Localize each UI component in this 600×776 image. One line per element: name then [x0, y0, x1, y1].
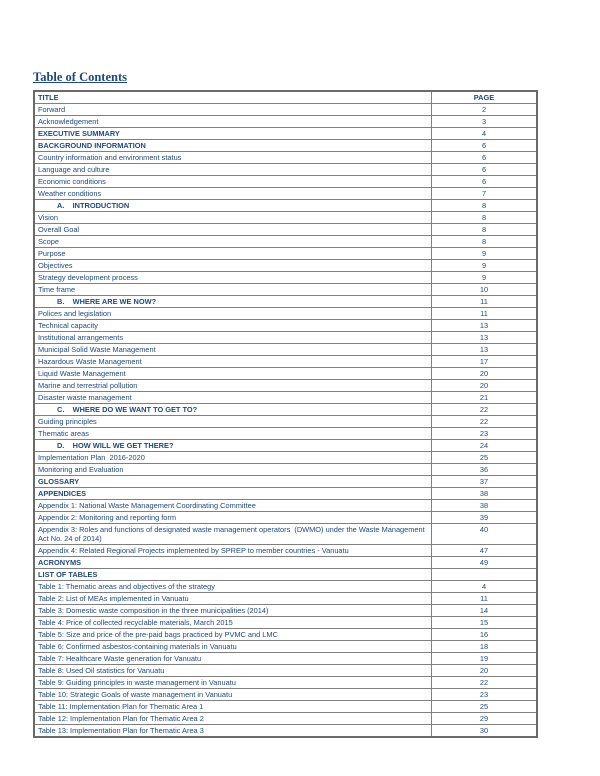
toc-entry-title: Guiding principles	[34, 416, 432, 428]
toc-entry-page: 19	[432, 653, 538, 665]
page-title: Table of Contents	[33, 70, 127, 84]
toc-entry-page: 36	[432, 464, 538, 476]
toc-entry-title: Implementation Plan 2016-2020	[34, 452, 432, 464]
toc-entry-page: 16	[432, 629, 538, 641]
toc-entry-title: Table 4: Price of collected recyclable materials, March 2015	[34, 617, 432, 629]
table-row	[34, 404, 537, 416]
toc-entry-title: Strategy development process	[34, 272, 432, 284]
table-row	[34, 629, 537, 641]
table-row	[34, 512, 537, 524]
toc-entry-title: Monitoring and Evaluation	[34, 464, 432, 476]
toc-entry-title: Table 10: Strategic Goals of waste management in Vanuatu	[34, 689, 432, 701]
toc-entry-title: Hazardous Waste Management	[34, 356, 432, 368]
toc-entry-page: 8	[432, 236, 538, 248]
toc-entry-page: 20	[432, 665, 538, 677]
toc-entry-page: 15	[432, 617, 538, 629]
toc-entry-title: C. WHERE DO WE WANT TO GET TO?	[34, 404, 432, 416]
toc-entry-page: 6	[432, 140, 538, 152]
toc-entry-title: Table 11: Implementation Plan for Thematic Area 1	[34, 701, 432, 713]
toc-entry-page: 22	[432, 677, 538, 689]
table-row	[34, 392, 537, 404]
table-row	[34, 500, 537, 512]
toc-entry-page	[432, 569, 538, 581]
toc-entry-title: Table 13: Implementation Plan for Thematic Area 3	[34, 725, 432, 738]
toc-entry-title: Objectives	[34, 260, 432, 272]
toc-entry-title: APPENDICES	[34, 488, 432, 500]
toc-entry-page: 30	[432, 725, 538, 738]
toc-entry-page: 23	[432, 689, 538, 701]
toc-entry-page: 6	[432, 164, 538, 176]
toc-entry-page: 22	[432, 404, 538, 416]
table-row	[34, 248, 537, 260]
toc-entry-title: Table 3: Domestic waste composition in the three municipalities (2014)	[34, 605, 432, 617]
toc-entry-title: Table 12: Implementation Plan for Thematic Area 2	[34, 713, 432, 725]
table-row	[34, 188, 537, 200]
toc-entry-page: 11	[432, 296, 538, 308]
table-row	[34, 440, 537, 452]
toc-entry-title: Technical capacity	[34, 320, 432, 332]
table-row	[34, 296, 537, 308]
table-row	[34, 725, 537, 738]
toc-entry-page: 13	[432, 332, 538, 344]
table-row	[34, 356, 537, 368]
toc-entry-page: 10	[432, 284, 538, 296]
toc-entry-page: 8	[432, 200, 538, 212]
table-row	[34, 524, 537, 545]
toc-entry-title: Economic conditions	[34, 176, 432, 188]
toc-entry-title: Purpose	[34, 248, 432, 260]
toc-entry-title: Table 1: Thematic areas and objectives of the strategy	[34, 581, 432, 593]
toc-entry-page: 18	[432, 641, 538, 653]
table-row	[34, 116, 537, 128]
toc-entry-title: A. INTRODUCTION	[34, 200, 432, 212]
toc-entry-title: Appendix 4: Related Regional Projects implemented by SPREP to member countries - Vanuatu	[34, 545, 432, 557]
toc-entry-page: 9	[432, 260, 538, 272]
table-row	[34, 212, 537, 224]
toc-entry-title: Weather conditions	[34, 188, 432, 200]
table-row	[34, 569, 537, 581]
toc-entry-page: 47	[432, 545, 538, 557]
table-row	[34, 284, 537, 296]
table-row	[34, 272, 537, 284]
toc-entry-title: Overall Goal	[34, 224, 432, 236]
toc-entry-title: Vision	[34, 212, 432, 224]
toc-entry-title: Table 5: Size and price of the pre-paid bags practiced by PVMC and LMC	[34, 629, 432, 641]
toc-entry-page: 39	[432, 512, 538, 524]
table-row	[34, 332, 537, 344]
toc-entry-title: Time frame	[34, 284, 432, 296]
table-row	[34, 476, 537, 488]
table-row	[34, 164, 537, 176]
table-header-row	[34, 91, 537, 104]
table-row	[34, 464, 537, 476]
toc-entry-page: 11	[432, 593, 538, 605]
toc-entry-page: 2	[432, 104, 538, 116]
toc-entry-page: 4	[432, 581, 538, 593]
toc-entry-page: 37	[432, 476, 538, 488]
toc-entry-page: 49	[432, 557, 538, 569]
toc-entry-page: 8	[432, 224, 538, 236]
toc-entry-page: 9	[432, 248, 538, 260]
table-row	[34, 140, 537, 152]
table-row	[34, 152, 537, 164]
toc-entry-title: Marine and terrestrial pollution	[34, 380, 432, 392]
table-row	[34, 452, 537, 464]
toc-entry-title: Scope	[34, 236, 432, 248]
toc-entry-page: 9	[432, 272, 538, 284]
toc-entry-page: 17	[432, 356, 538, 368]
toc-entry-page: 29	[432, 713, 538, 725]
toc-entry-page: 6	[432, 176, 538, 188]
toc-entry-title: Liquid Waste Management	[34, 368, 432, 380]
toc-entry-title: BACKGROUND INFORMATION	[34, 140, 432, 152]
toc-entry-page: 21	[432, 392, 538, 404]
toc-entry-title: Language and culture	[34, 164, 432, 176]
toc-entry-title: Appendix 3: Roles and functions of designated waste management operators (DWMO) under the Waste Management Act No. 24 of 2014)	[34, 524, 432, 545]
table-row	[34, 224, 537, 236]
table-row	[34, 677, 537, 689]
table-row	[34, 368, 537, 380]
toc-entry-title: EXECUTIVE SUMMARY	[34, 128, 432, 140]
toc-entry-page: 13	[432, 344, 538, 356]
toc-entry-page: 25	[432, 701, 538, 713]
table-row	[34, 416, 537, 428]
column-header-page: PAGE	[432, 91, 538, 104]
table-row	[34, 701, 537, 713]
table-row	[34, 545, 537, 557]
toc-entry-page: 38	[432, 488, 538, 500]
table-row	[34, 581, 537, 593]
table-row	[34, 605, 537, 617]
toc-entry-title: LIST OF TABLES	[34, 569, 432, 581]
table-row	[34, 308, 537, 320]
column-header-title: TITLE	[34, 91, 432, 104]
table-row	[34, 380, 537, 392]
toc-entry-page: 14	[432, 605, 538, 617]
table-row	[34, 557, 537, 569]
table-row	[34, 641, 537, 653]
table-row	[34, 200, 537, 212]
toc-entry-page: 6	[432, 152, 538, 164]
toc-entry-page: 3	[432, 116, 538, 128]
toc-entry-page: 4	[432, 128, 538, 140]
toc-entry-title: Polices and legislation	[34, 308, 432, 320]
toc-entry-page: 7	[432, 188, 538, 200]
table-row	[34, 593, 537, 605]
toc-entry-title: Disaster waste management	[34, 392, 432, 404]
table-row	[34, 488, 537, 500]
toc-entry-page: 13	[432, 320, 538, 332]
toc-entry-title: Appendix 1: National Waste Management Coordinating Committee	[34, 500, 432, 512]
table-row	[34, 260, 537, 272]
table-row	[34, 344, 537, 356]
toc-entry-title: Country information and environment status	[34, 152, 432, 164]
table-row	[34, 176, 537, 188]
toc-entry-title: Table 8: Used Oil statistics for Vanuatu	[34, 665, 432, 677]
toc-entry-title: Table 9: Guiding principles in waste management in Vanuatu	[34, 677, 432, 689]
table-row	[34, 617, 537, 629]
toc-entry-title: Appendix 2: Monitoring and reporting form	[34, 512, 432, 524]
toc-entry-page: 22	[432, 416, 538, 428]
table-row	[34, 713, 537, 725]
toc-entry-title: Thematic areas	[34, 428, 432, 440]
toc-entry-page: 20	[432, 380, 538, 392]
toc-entry-page: 24	[432, 440, 538, 452]
toc-entry-page: 20	[432, 368, 538, 380]
table-row	[34, 128, 537, 140]
toc-entry-page: 23	[432, 428, 538, 440]
toc-entry-page: 40	[432, 524, 538, 545]
toc-entry-title: Table 7: Healthcare Waste generation for Vanuatu	[34, 653, 432, 665]
toc-entry-page: 25	[432, 452, 538, 464]
toc-entry-title: D. HOW WILL WE GET THERE?	[34, 440, 432, 452]
toc-entry-title: ACRONYMS	[34, 557, 432, 569]
toc-entry-title: Municipal Solid Waste Management	[34, 344, 432, 356]
table-row	[34, 320, 537, 332]
toc-entry-page: 11	[432, 308, 538, 320]
table-row	[34, 689, 537, 701]
toc-table	[33, 90, 538, 738]
toc-entry-title: Acknowledgement	[34, 116, 432, 128]
table-row	[34, 653, 537, 665]
toc-entry-page: 8	[432, 212, 538, 224]
toc-entry-title: Institutional arrangements	[34, 332, 432, 344]
toc-entry-title: Forward	[34, 104, 432, 116]
toc-entry-title: GLOSSARY	[34, 476, 432, 488]
toc-entry-title: Table 6: Confirmed asbestos-containing materials in Vanuatu	[34, 641, 432, 653]
toc-entry-title: B. WHERE ARE WE NOW?	[34, 296, 432, 308]
toc-entry-title: Table 2: List of MEAs implemented in Vanuatu	[34, 593, 432, 605]
table-row	[34, 104, 537, 116]
toc-entry-page: 38	[432, 500, 538, 512]
table-row	[34, 665, 537, 677]
table-row	[34, 428, 537, 440]
table-row	[34, 236, 537, 248]
